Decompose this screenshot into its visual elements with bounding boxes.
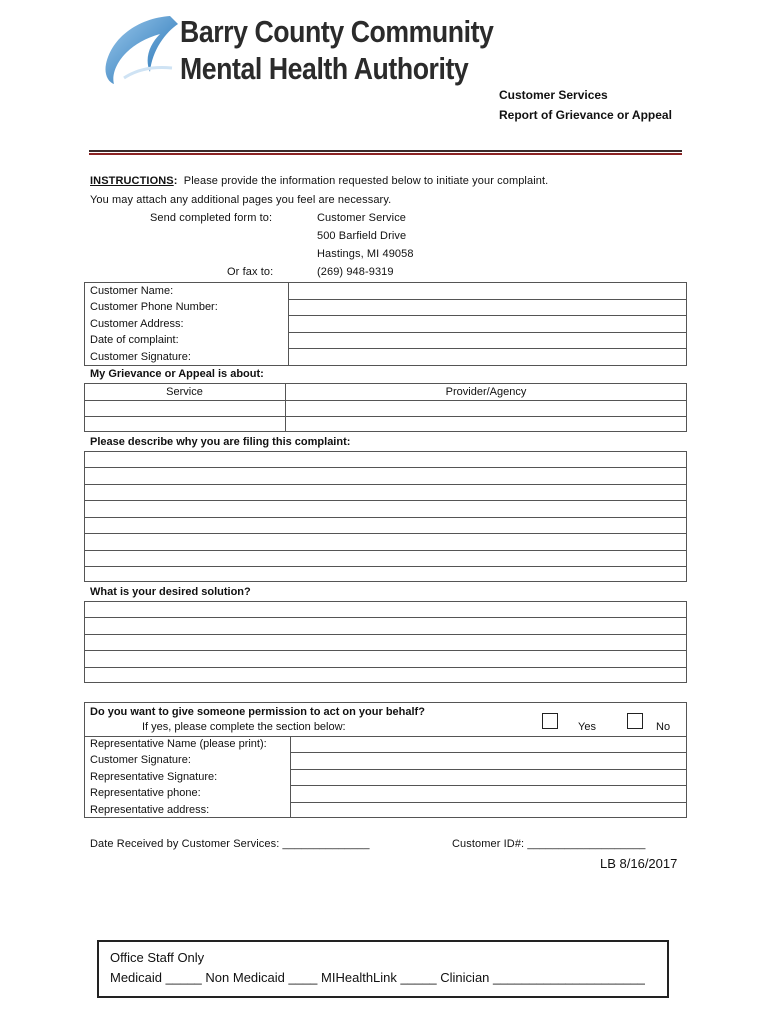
customer-phone-label: Customer Phone Number: bbox=[90, 301, 218, 313]
rep-address-field[interactable] bbox=[291, 803, 686, 817]
complaint-date-label: Date of complaint: bbox=[90, 334, 179, 346]
permission-question: Do you want to give someone permission to act on your behalf? bbox=[90, 706, 425, 718]
rep-signature-label: Representative Signature: bbox=[90, 771, 218, 783]
service-field-2[interactable] bbox=[85, 417, 284, 431]
write-line bbox=[84, 566, 687, 567]
fax-number: (269) 948-9319 bbox=[317, 266, 394, 278]
customer-id-line: Customer ID#: ___________________ bbox=[452, 838, 646, 850]
form-title: Report of Grievance or Appeal bbox=[499, 108, 672, 122]
instructions-line1 bbox=[90, 175, 548, 187]
instructions-text: Please provide the information requested below to initiate your complaint. bbox=[183, 175, 549, 187]
solution-heading: What is your desired solution? bbox=[90, 586, 251, 598]
write-line bbox=[84, 634, 687, 635]
solution-lines-box[interactable] bbox=[84, 601, 687, 683]
customer-signature-label: Customer Signature: bbox=[90, 351, 191, 363]
write-line bbox=[84, 617, 687, 618]
instructions-colon: : bbox=[173, 175, 178, 187]
rep-phone-label: Representative phone: bbox=[90, 787, 201, 799]
rep-name-field[interactable] bbox=[291, 737, 686, 752]
office-staff-line: Medicaid _____ Non Medicaid ____ MIHealthLink _____ Clinician _____________________ bbox=[110, 970, 645, 985]
write-line bbox=[84, 667, 687, 668]
permission-subtext: If yes, please complete the section below: bbox=[142, 721, 346, 733]
org-name-line2: Mental Health Authority bbox=[180, 51, 469, 86]
header-rule-red bbox=[89, 153, 682, 155]
office-staff-title: Office Staff Only bbox=[110, 950, 205, 965]
about-heading: My Grievance or Appeal is about: bbox=[90, 368, 264, 380]
rep-signature-field[interactable] bbox=[291, 770, 686, 785]
revision-code: LB 8/16/2017 bbox=[600, 856, 678, 871]
provider-field-1[interactable] bbox=[286, 401, 686, 416]
department-title: Customer Services bbox=[499, 88, 608, 102]
address-line3: Hastings, MI 49058 bbox=[317, 248, 414, 260]
no-checkbox[interactable] bbox=[627, 713, 643, 729]
describe-heading: Please describe why you are filing this complaint: bbox=[90, 436, 351, 448]
customer-signature-field[interactable] bbox=[289, 349, 686, 365]
write-line bbox=[84, 500, 687, 501]
write-line bbox=[84, 533, 687, 534]
rep-address-label: Representative address: bbox=[90, 804, 210, 816]
yes-checkbox[interactable] bbox=[542, 713, 558, 729]
rep-customer-signature-field[interactable] bbox=[291, 753, 686, 769]
rep-phone-field[interactable] bbox=[291, 786, 686, 802]
service-column-header: Service bbox=[166, 386, 203, 398]
write-line bbox=[84, 550, 687, 551]
customer-name-field[interactable] bbox=[289, 283, 686, 299]
yes-label: Yes bbox=[578, 721, 596, 733]
customer-address-field[interactable] bbox=[289, 316, 686, 332]
header-rule-dark bbox=[89, 150, 682, 152]
write-line bbox=[84, 650, 687, 651]
no-label: No bbox=[656, 721, 671, 733]
rep-customer-signature-label: Customer Signature: bbox=[90, 754, 191, 766]
address-line1: Customer Service bbox=[317, 212, 407, 224]
customer-phone-field[interactable] bbox=[289, 300, 686, 315]
customer-address-label: Customer Address: bbox=[90, 318, 184, 330]
provider-column-header: Provider/Agency bbox=[445, 386, 527, 398]
customer-name-label: Customer Name: bbox=[90, 285, 174, 297]
write-line bbox=[84, 517, 687, 518]
complaint-date-field[interactable] bbox=[289, 333, 686, 348]
logo-swoosh-icon bbox=[100, 14, 180, 86]
org-name-line1: Barry County Community bbox=[180, 14, 494, 49]
date-received-line: Date Received by Customer Services: ______________ bbox=[90, 838, 370, 850]
instructions-label: INSTRUCTIONS bbox=[90, 175, 174, 187]
send-label: Send completed form to: bbox=[150, 212, 273, 224]
office-staff-box bbox=[97, 940, 669, 998]
write-line bbox=[84, 467, 687, 468]
address-line2: 500 Barfield Drive bbox=[317, 230, 407, 242]
provider-field-2[interactable] bbox=[286, 417, 686, 431]
rep-name-label: Representative Name (please print): bbox=[90, 738, 267, 750]
write-line bbox=[84, 484, 687, 485]
fax-label: Or fax to: bbox=[227, 266, 274, 278]
service-field-1[interactable] bbox=[85, 401, 284, 416]
instructions-line2: You may attach any additional pages you feel are necessary. bbox=[90, 194, 392, 206]
